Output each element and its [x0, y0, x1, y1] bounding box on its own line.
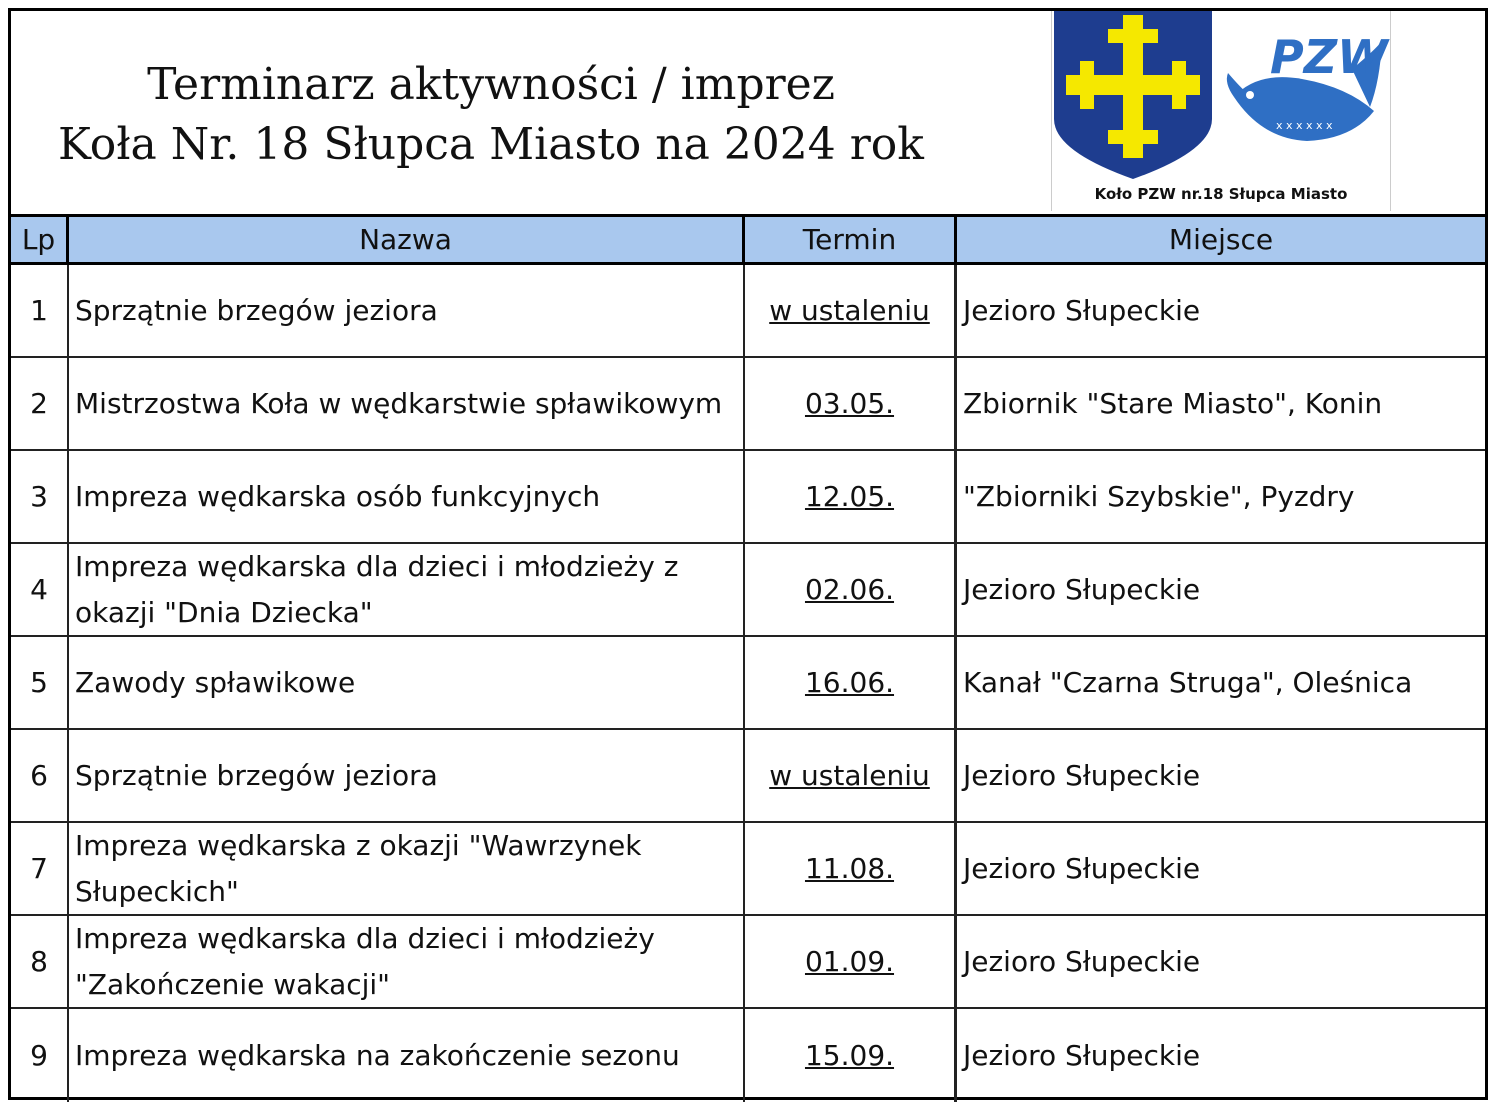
cell-termin: 11.08. [745, 823, 957, 914]
cell-miejsce: Jezioro Słupeckie [963, 293, 1201, 327]
cell-nazwa-text: Impreza wędkarska dla dzieci i młodzieży z okazji "Dnia Dziecka" [75, 549, 679, 629]
cell-miejsce: Jezioro Słupeckie [963, 1038, 1201, 1072]
table-row [11, 730, 1485, 823]
cell-lp: 6 [11, 730, 69, 821]
cell-termin: 01.09. [745, 916, 957, 1007]
pzw-logo-text: PZW [1270, 30, 1388, 84]
cell-nazwa [69, 637, 745, 728]
cell-nazwa [69, 1009, 745, 1102]
cell-termin: 02.06. [745, 544, 957, 635]
cell-nazwa-text: Impreza wędkarska z okazji "Wawrzynek Słupeckich" [75, 828, 642, 908]
cell-nazwa-text: Sprzątnie brzegów jeziora [75, 758, 438, 792]
table-row [11, 823, 1485, 916]
cell-lp: 7 [11, 823, 69, 914]
club-logo [1051, 11, 1391, 211]
cell-lp: 5 [11, 637, 69, 728]
svg-text:x x x x x x: x x x x x x [1276, 119, 1333, 132]
cell-nazwa [69, 451, 745, 542]
cell-lp: 9 [11, 1009, 69, 1102]
cell-nazwa [69, 916, 745, 1007]
cell-miejsce: "Zbiorniki Szybskie", Pyzdry [963, 479, 1355, 513]
cell-nazwa-text: Impreza wędkarska dla dzieci i młodzieży "Zakończenie wakacji" [75, 921, 655, 1001]
cell-lp: 8 [11, 916, 69, 1007]
table-row [11, 544, 1485, 637]
column-header-miejsce: Miejsce [1168, 222, 1274, 256]
cell-lp: 2 [11, 358, 69, 449]
cell-nazwa-text: Zawody spławikowe [75, 665, 356, 699]
title-line-1: Terminarz aktywności / imprez [147, 59, 835, 110]
table-row [11, 265, 1485, 358]
cell-termin: 16.06. [745, 637, 957, 728]
cell-lp: 4 [11, 544, 69, 635]
schedule-table [11, 214, 1485, 1102]
shield-icon [1054, 11, 1212, 179]
cell-miejsce: Jezioro Słupeckie [963, 572, 1201, 606]
table-row [11, 637, 1485, 730]
cell-miejsce: Zbiornik "Stare Miasto", Konin [963, 386, 1383, 420]
table-row [11, 358, 1485, 451]
cell-miejsce: Kanał "Czarna Struga", Oleśnica [963, 665, 1413, 699]
column-header-nazwa: Nazwa [69, 217, 745, 262]
cell-nazwa [69, 358, 745, 449]
table-header-row [11, 217, 1485, 265]
document-frame [8, 8, 1488, 1100]
cell-lp: 1 [11, 265, 69, 356]
title-line-2: Koła Nr. 18 Słupca Miasto na 2024 rok [58, 119, 924, 170]
cell-termin: 15.09. [745, 1009, 957, 1102]
cell-nazwa-text: Mistrzostwa Koła w wędkarstwie spławikowym [75, 386, 723, 420]
cell-nazwa [69, 544, 745, 635]
table-row [11, 1009, 1485, 1102]
document-header [11, 11, 1485, 214]
cell-nazwa-text: Impreza wędkarska osób funkcyjnych [75, 479, 601, 513]
cell-termin: 12.05. [745, 451, 957, 542]
cell-nazwa [69, 730, 745, 821]
cell-lp: 3 [11, 451, 69, 542]
cell-termin: w ustaleniu [745, 730, 957, 821]
column-header-termin: Termin [745, 217, 957, 262]
table-row [11, 451, 1485, 544]
page-title [31, 55, 951, 175]
cell-nazwa [69, 823, 745, 914]
logo-caption: Koło PZW nr.18 Słupca Miasto [1094, 185, 1348, 203]
logo-graphics [1052, 11, 1390, 186]
cell-nazwa-text: Impreza wędkarska na zakończenie sezonu [75, 1038, 680, 1072]
cell-miejsce: Jezioro Słupeckie [963, 944, 1201, 978]
column-header-lp: Lp [11, 217, 69, 262]
cell-termin: w ustaleniu [745, 265, 957, 356]
cell-miejsce: Jezioro Słupeckie [963, 758, 1201, 792]
cell-nazwa [69, 265, 745, 356]
table-row [11, 916, 1485, 1009]
cell-termin: 03.05. [745, 358, 957, 449]
cell-nazwa-text: Sprzątnie brzegów jeziora [75, 293, 438, 327]
cell-miejsce: Jezioro Słupeckie [963, 851, 1201, 885]
